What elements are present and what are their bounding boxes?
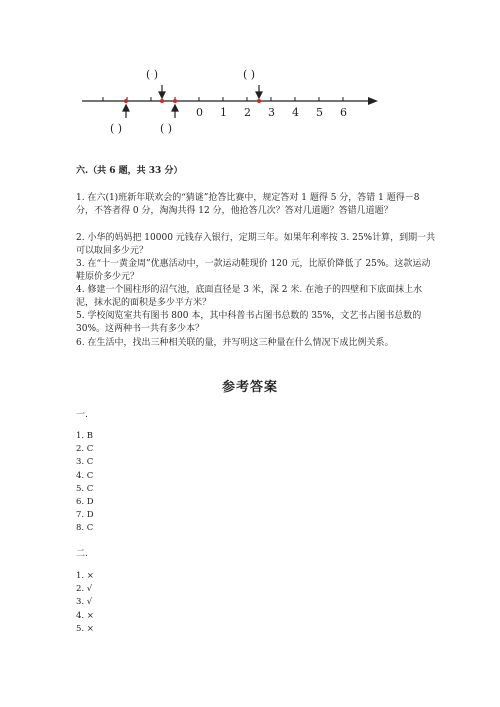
answer-item: 3. √	[76, 597, 93, 608]
question-6: 6. 在生活中，找出三种相关联的量，并写明这三种量在什么情况下成比例关系。	[76, 338, 394, 348]
answer-item: 1. ×	[76, 571, 94, 581]
answer-bracket-top: ( )	[243, 68, 256, 81]
question-2: 2. 小华的妈妈把 10000 元钱存入银行，定期三年。如果年利率按 3. 25%计算，到期一共可以取回多少元？	[76, 233, 436, 257]
answer-item: 6. D	[76, 497, 94, 508]
answer-item: 2. √	[76, 584, 93, 595]
answer-item: 5. C	[76, 483, 94, 494]
answer-item: 3. C	[76, 457, 94, 468]
answer-part2-head: 二.	[76, 549, 88, 559]
tick-label: 1	[220, 106, 227, 119]
answer-item: 8. C	[76, 523, 94, 534]
tick-label: 0	[196, 106, 203, 119]
tick-label: 5	[316, 106, 323, 119]
answer-part1-head: 一.	[76, 410, 88, 420]
answer-part2-list	[76, 570, 94, 636]
tick-label: 6	[340, 106, 347, 119]
point-marker	[173, 99, 177, 103]
question-1: 1. 在六(1)班新年联欢会的“猜谜”抢答比赛中，规定答对 1 题得 5 分，答错 1 题得－8 分，不答者得 0 分，淘淘共得 12 分，他抢答几次？答对几道题？答错几道题？	[76, 193, 420, 217]
point-marker	[124, 99, 128, 103]
answer-item: 1. B	[76, 431, 94, 441]
answer-item: 2. C	[76, 444, 94, 455]
answer-bracket-bottom: ( )	[110, 122, 123, 135]
tick-label: 2	[244, 106, 251, 119]
answer-item: 5. ×	[76, 623, 94, 634]
point-marker	[160, 99, 164, 103]
question-5: 5. 学校阅览室共有图书 800 本，其中科普书占图书总数的 35%，文艺书占图书总数的 30%。这两种书一共有多少本？	[76, 311, 422, 335]
answer-item: 4. C	[76, 470, 94, 481]
answer-part1-list	[76, 430, 94, 536]
point-marker	[257, 99, 261, 103]
answer-bracket-top: ( )	[146, 68, 159, 81]
arrowhead-icon	[368, 97, 378, 105]
tick-label: 3	[268, 106, 275, 119]
section-title: 六.（共 6 题，共 33 分）	[76, 166, 183, 176]
answer-bracket-bottom: ( )	[160, 122, 173, 135]
question-4: 4. 修建一个圆柱形的沼气池，底面直径是 3 米，深 2 米. 在池子的四壁和下底面抹上水泥，抹水泥的面积是多少平方米？	[76, 285, 423, 309]
answer-item: 7. D	[76, 510, 94, 521]
number-line-figure	[0, 0, 500, 160]
answer-key-title: 参考答案	[221, 380, 278, 395]
tick-label: 4	[292, 106, 299, 119]
question-3: 3. 在“十一黄金周”优惠活动中，一款运动鞋现价 120 元，比原价降低了 25%。这款运动鞋原价多少元？	[76, 259, 431, 283]
answer-item: 4. ×	[76, 610, 94, 621]
